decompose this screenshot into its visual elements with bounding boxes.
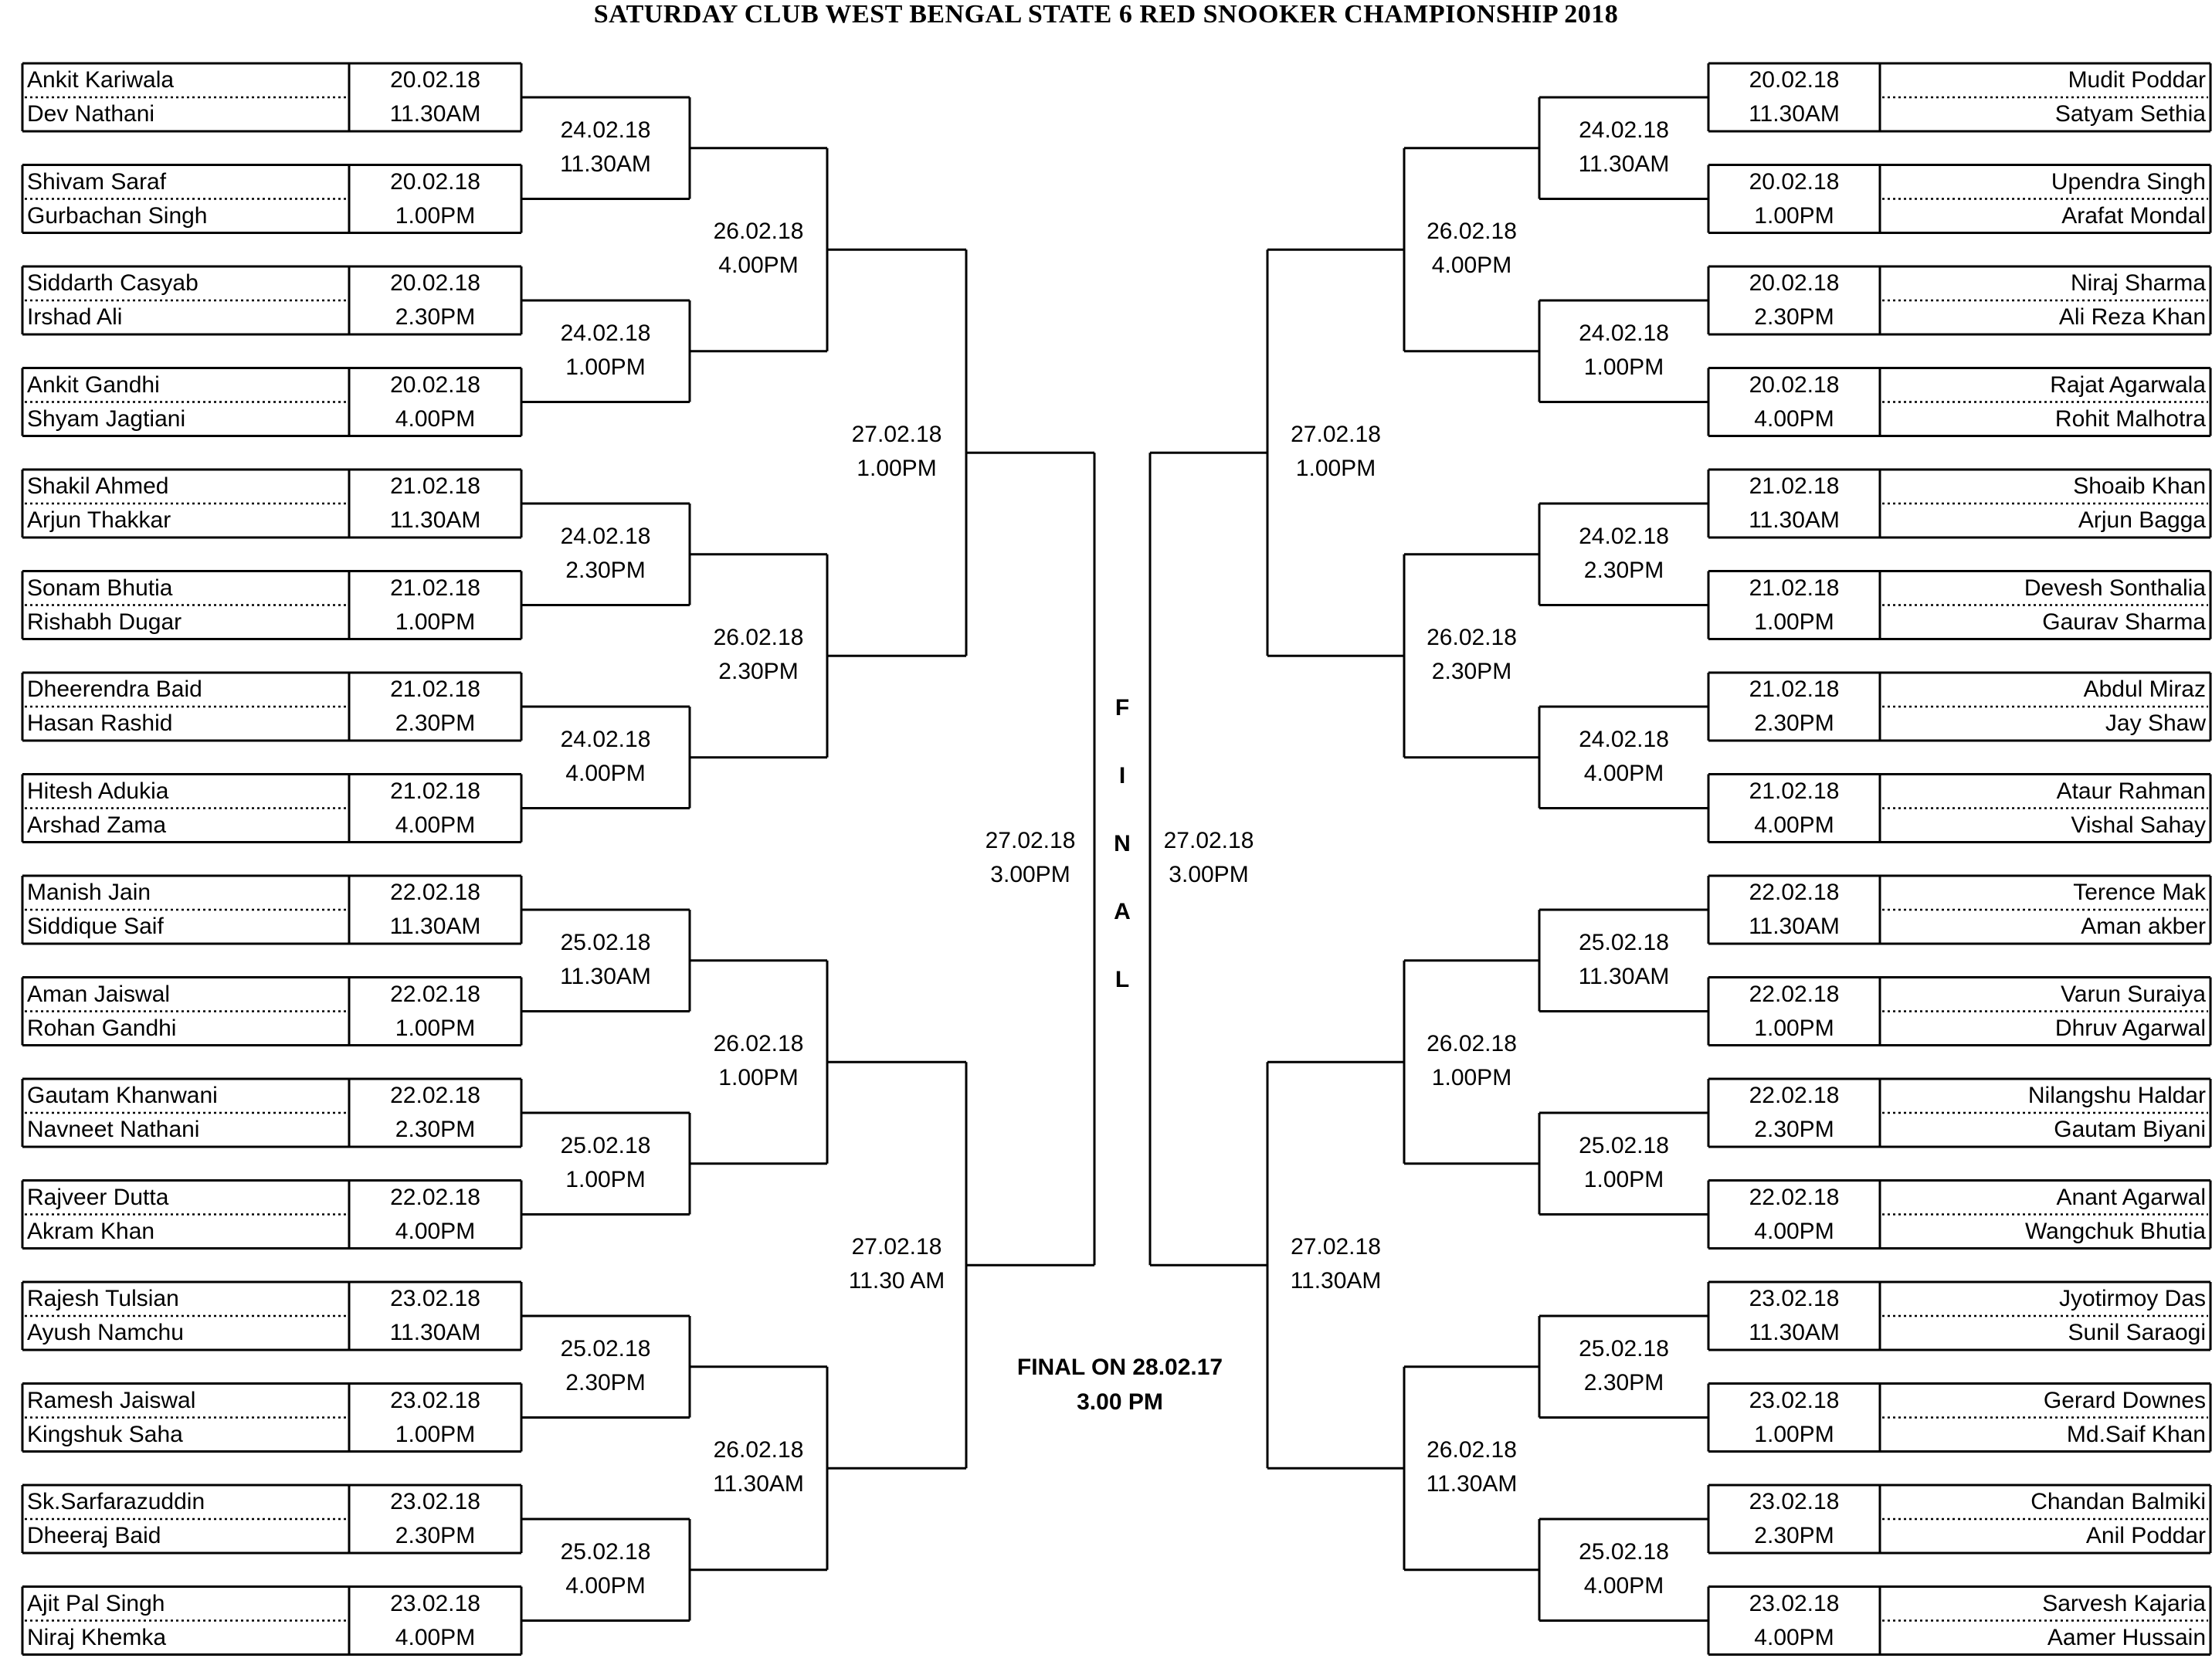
round2-date: 24.02.18 [1579, 117, 1669, 143]
player-name: Ataur Rahman [2056, 778, 2206, 804]
round3-date: 26.02.18 [1427, 1031, 1517, 1057]
round3-time: 2.30PM [1431, 659, 1512, 685]
player-name: Sk.Sarfarazuddin [27, 1489, 205, 1514]
round4-time: 1.00PM [1295, 456, 1376, 482]
player-name: Navneet Nathani [27, 1117, 200, 1142]
match-date: 22.02.18 [390, 880, 480, 905]
player-name: Anil Poddar [2085, 1523, 2206, 1548]
player-name: Kingshuk Saha [27, 1421, 183, 1447]
player-name: Md.Saif Khan [2066, 1421, 2206, 1447]
match-date: 21.02.18 [390, 575, 480, 601]
round2-time: 1.00PM [565, 354, 646, 380]
round2-time: 2.30PM [565, 1369, 646, 1395]
match-time: 1.00PM [395, 1421, 476, 1447]
round4-date: 27.02.18 [851, 422, 942, 448]
round2-time: 4.00PM [565, 1572, 646, 1599]
round2-time: 1.00PM [1583, 1166, 1664, 1192]
match-date: 21.02.18 [1749, 575, 1840, 601]
round3-time: 1.00PM [1431, 1065, 1512, 1091]
match-date: 20.02.18 [390, 270, 480, 296]
round2-date: 25.02.18 [560, 929, 651, 955]
round2-date: 25.02.18 [1579, 929, 1669, 955]
player-name: Gerard Downes [2043, 1387, 2206, 1413]
round4-time: 11.30AM [1290, 1268, 1382, 1294]
match-time: 11.30AM [389, 101, 481, 127]
match-time: 1.00PM [395, 1015, 476, 1041]
match-time: 1.00PM [1754, 1015, 1834, 1041]
player-name: Niraj Sharma [2070, 270, 2206, 296]
round2-time: 4.00PM [565, 760, 646, 786]
player-name: Nilangshu Haldar [2027, 1083, 2206, 1108]
round3-date: 26.02.18 [1427, 1437, 1517, 1463]
player-name: Devesh Sonthalia [2024, 575, 2206, 601]
page-title: SATURDAY CLUB WEST BENGAL STATE 6 RED SNOOKER CHAMPIONSHIP 2018 [593, 0, 1619, 29]
match-date: 20.02.18 [390, 371, 480, 398]
match-date: 20.02.18 [1749, 371, 1840, 398]
round2-date: 24.02.18 [560, 726, 651, 752]
match-time: 1.00PM [1754, 1421, 1834, 1447]
round3-date: 26.02.18 [1427, 219, 1517, 245]
player-name: Hitesh Adukia [27, 778, 169, 804]
match-date: 21.02.18 [1749, 778, 1840, 804]
player-name: Sarvesh Kajaria [2042, 1590, 2206, 1616]
match-time: 1.00PM [395, 609, 476, 635]
round3-date: 26.02.18 [1427, 625, 1517, 651]
match-time: 11.30AM [389, 1320, 481, 1345]
match-date: 23.02.18 [1749, 1286, 1840, 1311]
round2-time: 1.00PM [565, 1166, 646, 1192]
match-date: 21.02.18 [390, 778, 480, 804]
match-time: 4.00PM [395, 812, 476, 838]
semifinal-date: 27.02.18 [985, 828, 1076, 854]
match-time: 4.00PM [395, 405, 476, 432]
match-date: 22.02.18 [390, 1184, 480, 1210]
match-time: 2.30PM [395, 1523, 476, 1548]
round2-time: 2.30PM [565, 557, 646, 583]
player-name: Rishabh Dugar [27, 609, 182, 635]
player-name: Dev Nathani [27, 101, 155, 127]
player-name: Vishal Sahay [2071, 812, 2206, 838]
player-name: Ali Reza Khan [2058, 304, 2206, 330]
round2-date: 25.02.18 [560, 1335, 651, 1362]
player-name: Anant Agarwal [2056, 1184, 2206, 1210]
player-name: Wangchuk Bhutia [2024, 1218, 2206, 1244]
round2-time: 2.30PM [1583, 1369, 1664, 1395]
final-letter: L [1114, 967, 1130, 993]
match-time: 4.00PM [1754, 812, 1834, 838]
round4-date: 27.02.18 [1291, 422, 1381, 448]
player-name: Chandan Balmiki [2030, 1489, 2206, 1514]
final-letter: F [1114, 695, 1130, 721]
player-name: Arjun Thakkar [27, 507, 171, 533]
round2-time: 4.00PM [1583, 760, 1664, 786]
round2-time: 2.30PM [1583, 557, 1664, 583]
round2-date: 24.02.18 [560, 117, 651, 143]
match-time: 2.30PM [395, 1117, 476, 1142]
match-time: 11.30AM [389, 914, 481, 939]
round3-time: 1.00PM [718, 1065, 799, 1091]
match-date: 21.02.18 [1749, 473, 1840, 499]
round3-time: 11.30AM [1426, 1471, 1518, 1497]
match-date: 22.02.18 [1749, 880, 1840, 905]
match-time: 1.00PM [1754, 609, 1834, 635]
player-name: Arjun Bagga [2078, 507, 2206, 533]
round2-time: 11.30AM [560, 963, 651, 989]
round2-date: 25.02.18 [1579, 1538, 1669, 1565]
match-date: 23.02.18 [1749, 1489, 1840, 1514]
match-date: 22.02.18 [1749, 981, 1840, 1007]
player-name: Aamer Hussain [2047, 1624, 2206, 1650]
player-name: Gautam Khanwani [27, 1083, 218, 1108]
player-name: Ayush Namchu [27, 1320, 184, 1345]
match-time: 2.30PM [1754, 1117, 1834, 1142]
player-name: Shyam Jagtiani [27, 405, 186, 432]
player-name: Arafat Mondal [2061, 202, 2206, 229]
match-date: 20.02.18 [390, 67, 480, 93]
round2-date: 24.02.18 [1579, 726, 1669, 752]
round4-date: 27.02.18 [1291, 1234, 1381, 1260]
match-date: 21.02.18 [390, 473, 480, 499]
match-date: 22.02.18 [390, 1083, 480, 1108]
round3-date: 26.02.18 [713, 1031, 804, 1057]
player-name: Jyotirmoy Das [2058, 1286, 2206, 1311]
round2-date: 24.02.18 [1579, 320, 1669, 346]
player-name: Rajveer Dutta [27, 1184, 169, 1210]
match-time: 2.30PM [395, 304, 476, 330]
player-name: Dheeraj Baid [27, 1523, 161, 1548]
player-name: Ajit Pal Singh [27, 1590, 165, 1616]
round3-time: 4.00PM [1431, 253, 1512, 279]
player-name: Sunil Saraogi [2068, 1320, 2206, 1345]
match-date: 20.02.18 [1749, 168, 1840, 195]
match-date: 20.02.18 [1749, 270, 1840, 296]
round2-date: 25.02.18 [1579, 1132, 1669, 1158]
match-time: 2.30PM [1754, 710, 1834, 736]
match-time: 4.00PM [1754, 1218, 1834, 1244]
player-name: Ankit Gandhi [27, 371, 160, 398]
semifinal-time: 3.00PM [990, 862, 1070, 888]
player-name: Mudit Poddar [2068, 67, 2206, 93]
semifinal-time: 3.00PM [1169, 862, 1249, 888]
player-name: Shoaib Khan [2073, 473, 2206, 499]
player-name: Ramesh Jaiswal [27, 1387, 196, 1413]
match-date: 23.02.18 [1749, 1590, 1840, 1616]
player-name: Niraj Khemka [27, 1624, 167, 1650]
round4-time: 11.30 AM [848, 1268, 945, 1294]
match-date: 23.02.18 [1749, 1387, 1840, 1413]
player-name: Aman akber [2081, 914, 2206, 939]
player-name: Siddarth Casyab [27, 270, 198, 296]
final-letter: N [1114, 831, 1131, 857]
round2-date: 24.02.18 [1579, 523, 1669, 549]
match-time: 4.00PM [1754, 1624, 1834, 1650]
match-date: 23.02.18 [390, 1590, 480, 1616]
match-date: 23.02.18 [390, 1286, 480, 1311]
player-name: Aman Jaiswal [27, 981, 171, 1007]
player-name: Siddique Saif [27, 914, 164, 939]
round4-time: 1.00PM [857, 456, 937, 482]
match-date: 21.02.18 [390, 677, 480, 702]
round3-date: 26.02.18 [713, 219, 804, 245]
player-name: Sonam Bhutia [27, 575, 173, 601]
round2-date: 24.02.18 [560, 523, 651, 549]
player-name: Jay Shaw [2105, 710, 2206, 736]
match-time: 4.00PM [395, 1218, 476, 1244]
match-time: 4.00PM [1754, 405, 1834, 432]
player-name: Irshad Ali [27, 304, 123, 330]
match-date: 23.02.18 [390, 1489, 480, 1514]
player-name: Shakil Ahmed [27, 473, 169, 499]
match-date: 22.02.18 [390, 981, 480, 1007]
player-name: Rajat Agarwala [2050, 371, 2206, 398]
round2-time: 4.00PM [1583, 1572, 1664, 1599]
match-date: 22.02.18 [1749, 1083, 1840, 1108]
player-name: Dheerendra Baid [27, 677, 202, 702]
match-date: 21.02.18 [1749, 677, 1840, 702]
match-date: 22.02.18 [1749, 1184, 1840, 1210]
match-date: 23.02.18 [390, 1387, 480, 1413]
match-time: 2.30PM [1754, 304, 1834, 330]
round2-time: 11.30AM [560, 151, 651, 177]
player-name: Akram Khan [27, 1218, 155, 1244]
match-time: 11.30AM [1749, 914, 1840, 939]
match-time: 1.00PM [1754, 202, 1834, 229]
player-name: Satyam Sethia [2054, 101, 2206, 127]
player-name: Ankit Kariwala [27, 67, 175, 93]
player-name: Rajesh Tulsian [27, 1286, 179, 1311]
match-time: 11.30AM [1749, 101, 1840, 127]
match-date: 20.02.18 [390, 168, 480, 195]
player-name: Dhruv Agarwal [2054, 1015, 2206, 1041]
match-time: 4.00PM [395, 1624, 476, 1650]
player-name: Arshad Zama [27, 812, 167, 838]
round3-time: 11.30AM [713, 1471, 804, 1497]
final-letter: I [1118, 763, 1126, 789]
player-name: Upendra Singh [2051, 168, 2206, 195]
final-letter: A [1114, 899, 1131, 925]
player-name: Rohit Malhotra [2054, 405, 2206, 432]
player-name: Rohan Gandhi [27, 1015, 177, 1041]
round2-date: 25.02.18 [560, 1538, 651, 1565]
round2-time: 1.00PM [1583, 354, 1664, 380]
round4-date: 27.02.18 [851, 1234, 942, 1260]
player-name: Hasan Rashid [27, 710, 173, 736]
player-name: Abdul Miraz [2083, 677, 2206, 702]
round2-time: 11.30AM [1578, 963, 1670, 989]
final-time-note: 3.00 PM [1077, 1389, 1163, 1415]
round2-time: 11.30AM [1578, 151, 1670, 177]
round3-time: 4.00PM [718, 253, 799, 279]
match-time: 11.30AM [1749, 1320, 1840, 1345]
player-name: Varun Suraiya [2061, 981, 2206, 1007]
player-name: Gautam Biyani [2054, 1117, 2206, 1142]
player-name: Gurbachan Singh [27, 202, 208, 229]
match-time: 2.30PM [1754, 1523, 1834, 1548]
round3-time: 2.30PM [718, 659, 799, 685]
match-time: 11.30AM [389, 507, 481, 533]
player-name: Manish Jain [27, 880, 151, 905]
player-name: Gaurav Sharma [2042, 609, 2206, 635]
round2-date: 25.02.18 [1579, 1335, 1669, 1362]
match-time: 11.30AM [1749, 507, 1840, 533]
round3-date: 26.02.18 [713, 1437, 804, 1463]
match-date: 20.02.18 [1749, 67, 1840, 93]
round2-date: 25.02.18 [560, 1132, 651, 1158]
player-name: Shivam Saraf [27, 168, 167, 195]
semifinal-date: 27.02.18 [1163, 828, 1254, 854]
match-time: 2.30PM [395, 710, 476, 736]
final-date-note: FINAL ON 28.02.17 [1016, 1355, 1223, 1380]
round3-date: 26.02.18 [713, 625, 804, 651]
player-name: Terence Mak [2073, 880, 2206, 905]
match-time: 1.00PM [395, 202, 476, 229]
round2-date: 24.02.18 [560, 320, 651, 346]
